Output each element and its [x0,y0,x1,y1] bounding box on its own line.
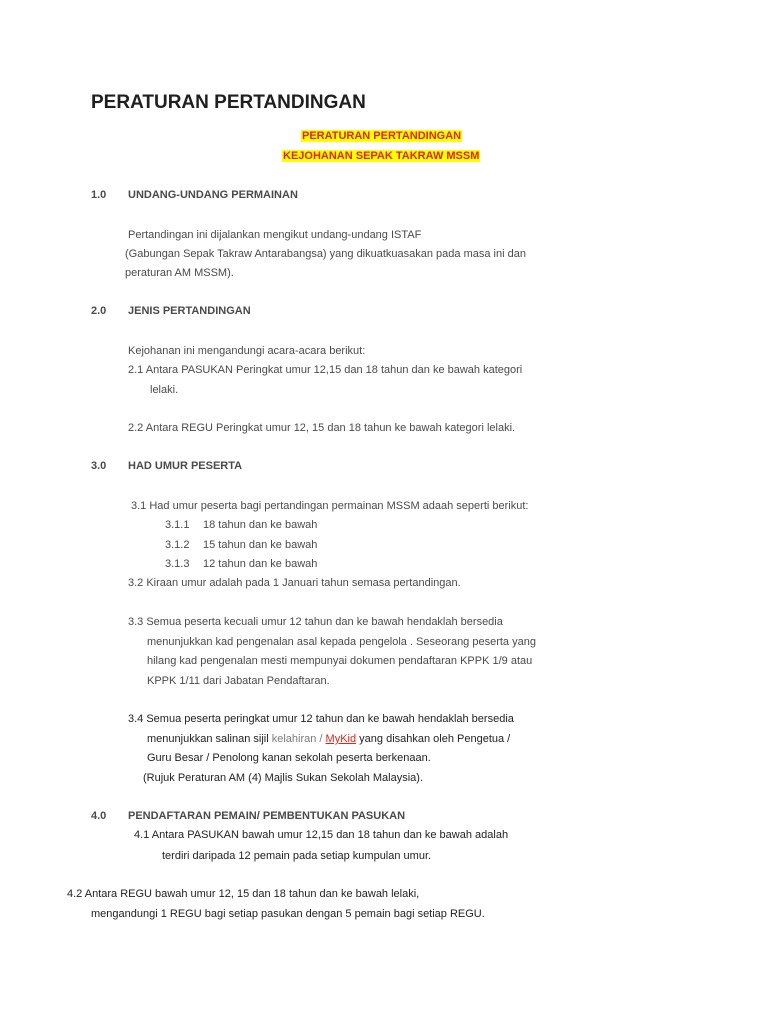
section-3-4-line-2-end: yang disahkan oleh Pengetua / [356,733,511,745]
section-3-4-line-2-start: menunjukkan salinan sijil [147,733,272,745]
section-3-number: 3.0 [91,460,107,472]
section-4-heading: PENDAFTARAN PEMAIN/ PEMBENTUKAN PASUKAN [128,810,406,822]
section-1-line-1: Pertandingan ini dijalankan mengikut undang-undang ISTAF [128,229,422,241]
section-1-line-3: peraturan AM MSSM). [125,267,234,279]
subtitle-2-highlight: KEJOHANAN SEPAK TAKRAW MSSM [283,150,480,162]
section-4-number: 4.0 [91,810,107,822]
section-1-line-2: (Gabungan Sepak Takraw Antarabangsa) yang dikuatkuasakan pada masa ini dan [125,248,526,260]
section-3-3-line-2: menunjukkan kad pengenalan asal kepada pengelola . Seseorang peserta yang [147,636,536,648]
section-3-4-line-1: 3.4 Semua peserta peringkat umur 12 tahun dan ke bawah hendaklah bersedia [128,713,514,725]
section-3-heading: HAD UMUR PESERTA [128,460,243,472]
section-4-1-line-2: terdiri daripada 12 pemain pada setiap kumpulan umur. [162,850,432,862]
section-3-1-1-text: 18 tahun dan ke bawah [203,519,318,531]
mykid-link[interactable]: MyKid [325,733,357,745]
section-4-2-line-2: mengandungi 1 REGU bagi setiap pasukan dengan 5 pemain bagi setiap REGU. [91,908,485,920]
section-3-1-3-text: 12 tahun dan ke bawah [203,558,318,570]
section-2-heading: JENIS PERTANDINGAN [128,305,251,317]
subtitle-line-1 [301,129,462,143]
section-3-4-line-3: Guru Besar / Penolong kanan sekolah peserta berkenaan. [147,752,431,764]
section-2-item-2: 2.2 Antara REGU Peringkat umur 12, 15 dan 18 tahun ke bawah kategori lelaki. [128,422,516,434]
page-title: PERATURAN PERTANDINGAN [91,92,366,113]
section-3-1: 3.1 Had umur peserta bagi pertandingan permainan MSSM adaah seperti berikut: [131,500,529,512]
section-3-4-line-2-kelahiran: kelahiran / [271,733,326,745]
section-1-heading: UNDANG-UNDANG PERMAINAN [128,189,298,201]
section-3-4-line-2 [147,732,510,746]
section-1-number: 1.0 [91,189,107,201]
section-3-2: 3.2 Kiraan umur adalah pada 1 Januari tahun semasa pertandingan. [128,577,461,589]
section-2-intro: Kejohanan ini mengandungi acara-acara berikut: [128,345,366,357]
section-3-3-line-3: hilang kad pengenalan mesti mempunyai dokumen pendaftaran KPPK 1/9 atau [147,655,533,667]
section-2-number: 2.0 [91,305,107,317]
section-3-1-2-text: 15 tahun dan ke bawah [203,539,318,551]
section-2-item-1-line-2: lelaki. [150,384,179,396]
section-3-1-3-number: 3.1.3 [165,558,190,570]
section-2-item-1-line-1: 2.1 Antara PASUKAN Peringkat umur 12,15 dan 18 tahun dan ke bawah kategori [128,364,523,376]
subtitle-1-highlight: PERATURAN PERTANDINGAN [302,130,462,142]
section-4-2-line-1: 4.2 Antara REGU bawah umur 12, 15 dan 18 tahun dan ke bawah lelaki, [67,888,420,900]
section-3-3-line-4: KPPK 1/11 dari Jabatan Pendaftaran. [147,675,330,687]
section-4-1-line-1: 4.1 Antara PASUKAN bawah umur 12,15 dan 18 tahun dan ke bawah adalah [134,829,509,841]
section-3-3-line-1: 3.3 Semua peserta kecuali umur 12 tahun dan ke bawah hendaklah bersedia [128,616,503,628]
section-3-1-1-number: 3.1.1 [165,519,190,531]
section-3-4-line-4: (Rujuk Peraturan AM (4) Majlis Sukan Sekolah Malaysia). [143,772,424,784]
subtitle-line-2 [282,149,480,163]
section-3-1-2-number: 3.1.2 [165,539,190,551]
